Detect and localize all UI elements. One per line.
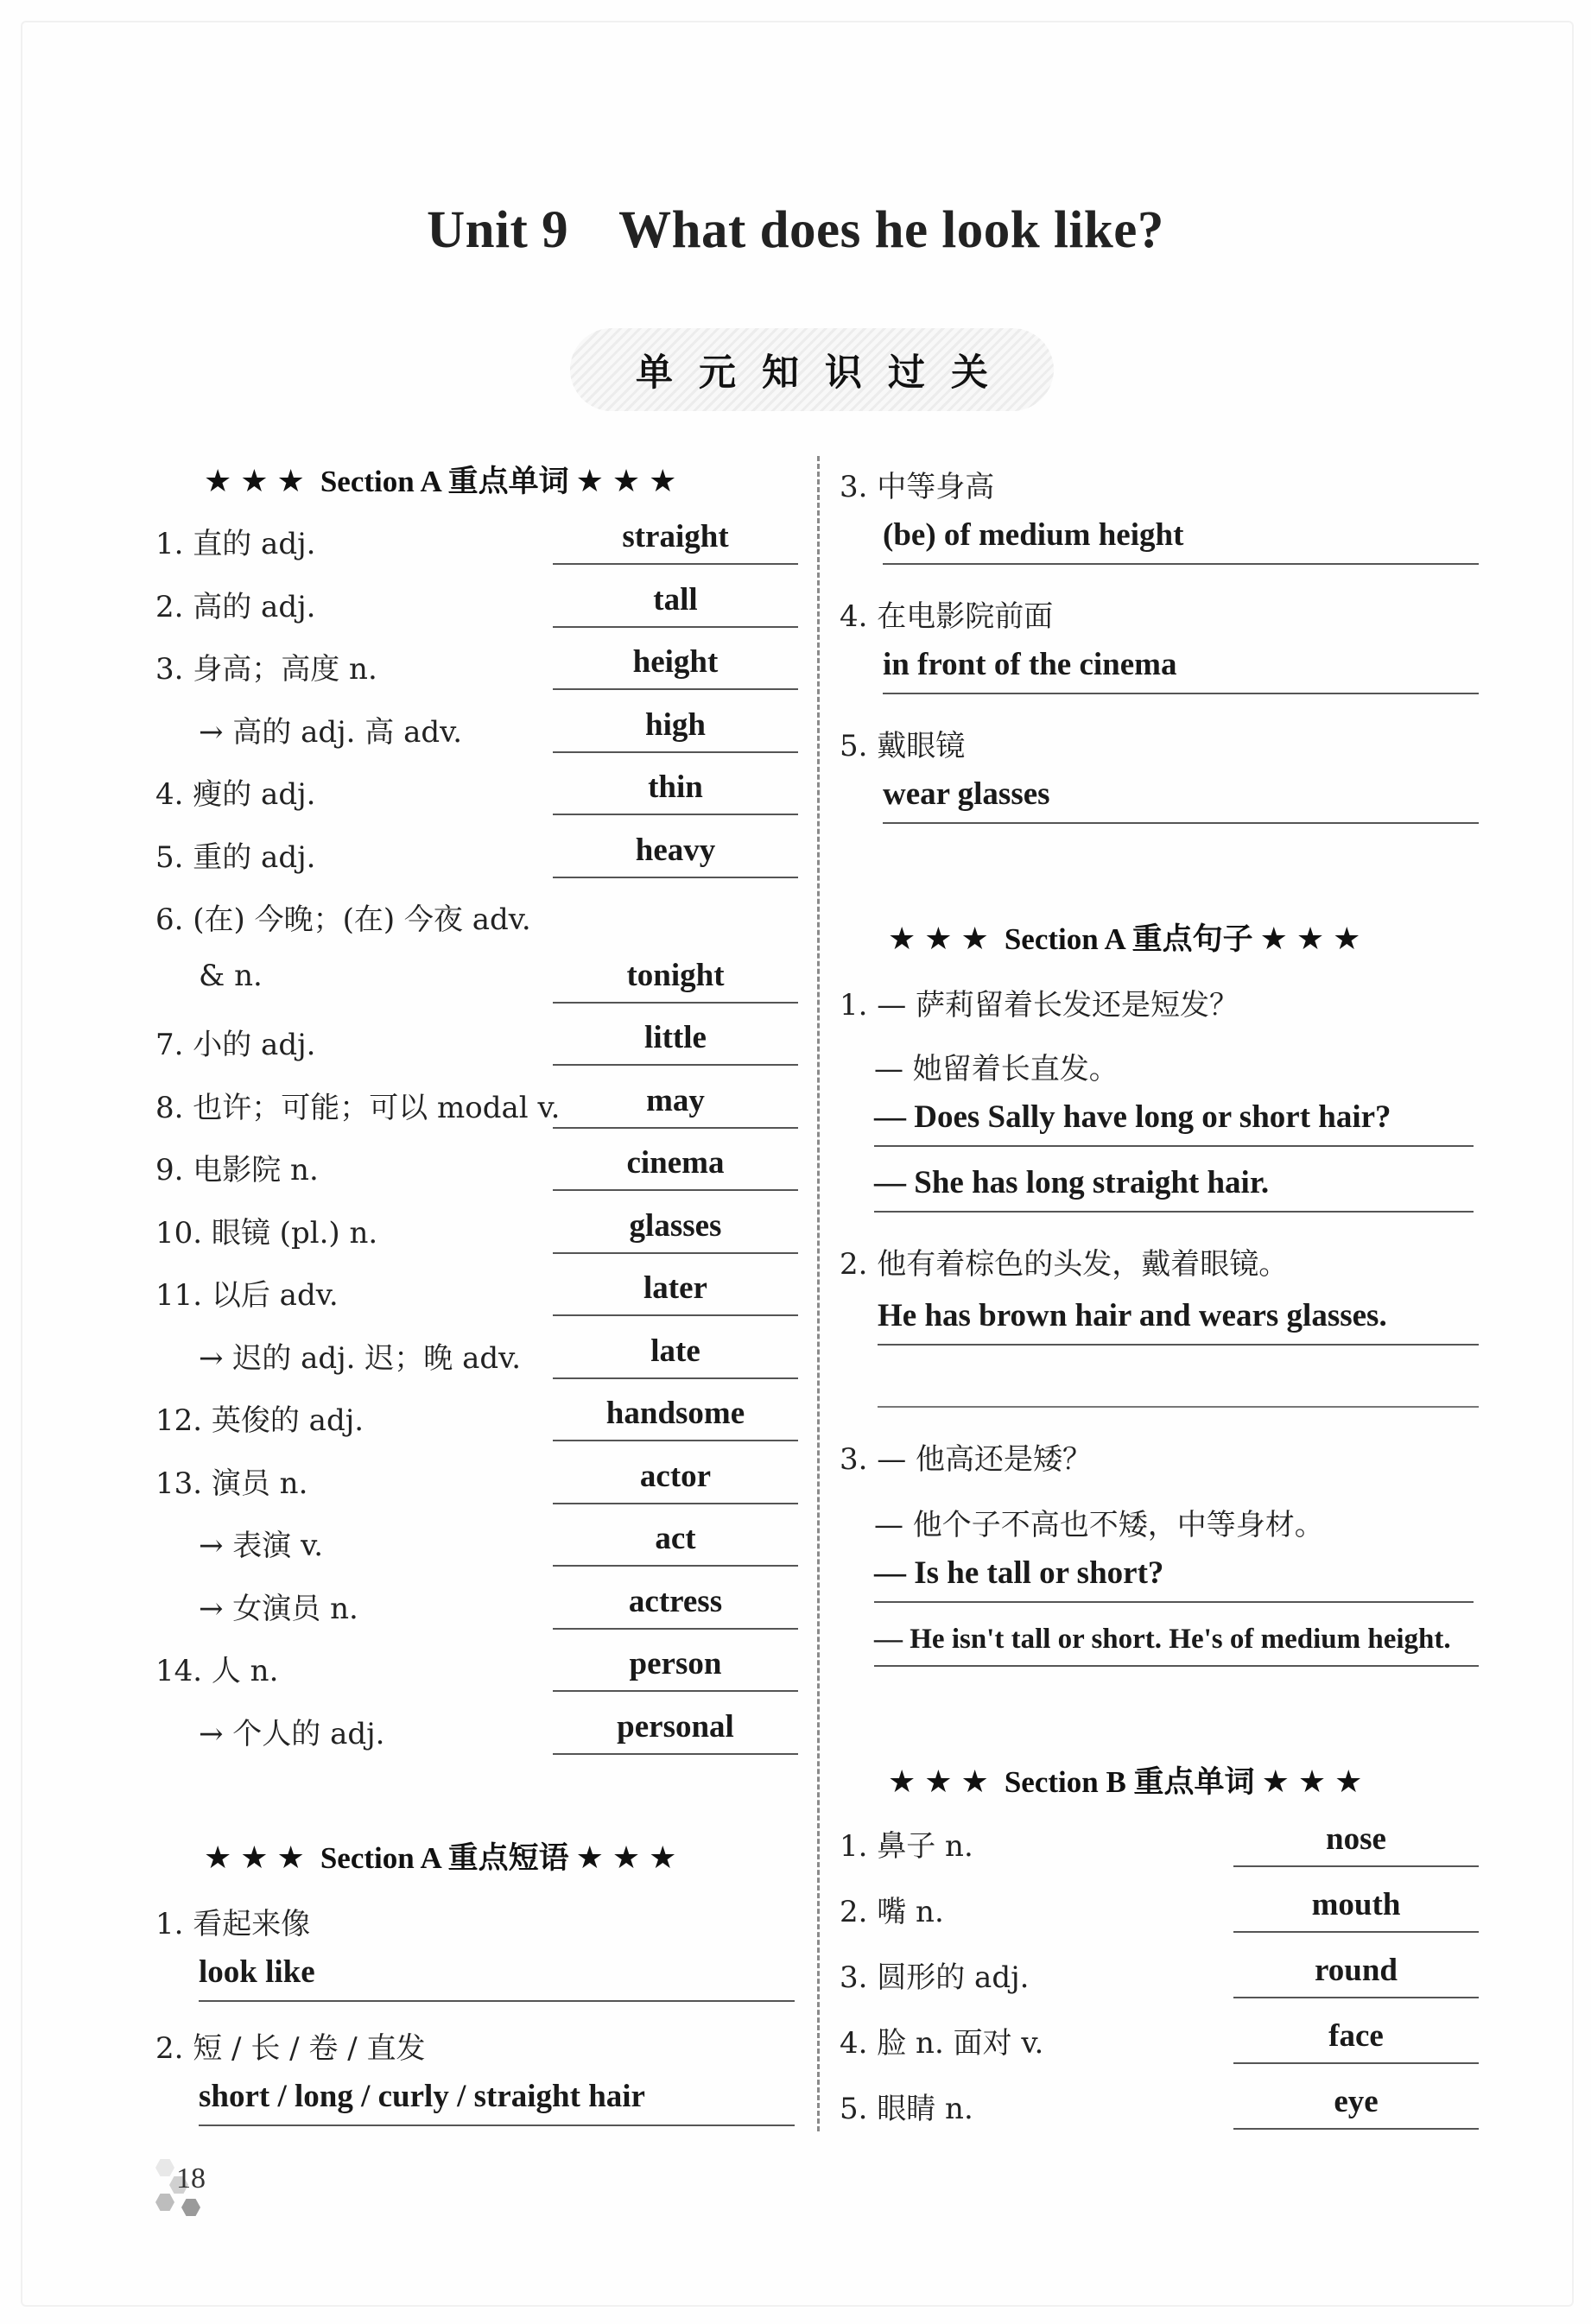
phrase-cn: 2. 短 / 长 / 卷 / 直发 xyxy=(155,2031,426,2066)
vocab-row xyxy=(199,1333,796,1383)
phrase-cn: 5. 戴眼镜 xyxy=(840,729,966,763)
vocab-chinese: 5. 眼睛 n. xyxy=(840,2092,973,2126)
stars-left: ★★★ xyxy=(204,464,314,499)
heading-label: Section A 重点句子 xyxy=(1004,922,1253,956)
vocab-row xyxy=(199,957,796,1007)
phrase-en: wear glasses xyxy=(883,776,1479,824)
vocab-answer: round xyxy=(1233,1952,1479,1998)
stars-left: ★★★ xyxy=(888,921,998,957)
sentence-cn: 1. — 萨莉留着长发还是短发？ xyxy=(840,988,1239,1023)
heading-a-words xyxy=(204,458,685,501)
vocab-answer: later xyxy=(553,1270,798,1316)
vocab-chinese: 7. 小的 adj. xyxy=(155,1028,316,1062)
heading-a-sentences xyxy=(888,915,1369,959)
vocab-row xyxy=(155,581,796,631)
vocab-row xyxy=(199,1520,796,1570)
vocab-answer: glasses xyxy=(553,1207,798,1254)
vocab-chinese: 14. 人 n. xyxy=(155,1654,279,1688)
vocab-row xyxy=(840,2017,1479,2068)
sentence-en: He has brown hair and wears glasses. xyxy=(878,1297,1479,1346)
stars-right: ★★★ xyxy=(1261,1764,1372,1800)
vocab-answer: actor xyxy=(553,1458,798,1504)
vocab-answer: thin xyxy=(553,769,798,815)
vocab-row xyxy=(155,769,796,819)
vocab-answer: act xyxy=(553,1520,798,1567)
vocab-answer: personal xyxy=(553,1708,798,1755)
vocab-chinese: 9. 电影院 n. xyxy=(155,1153,319,1187)
vocab-row xyxy=(199,706,796,757)
vocab-chinese: 3. 圆形的 adj. xyxy=(840,1960,1030,1995)
vocab-row xyxy=(199,1583,796,1633)
vocab-row xyxy=(840,1952,1479,2002)
vocab-row xyxy=(155,643,796,693)
heading-a-phrases xyxy=(204,1834,685,1878)
column-divider xyxy=(817,456,820,2131)
vocab-row xyxy=(155,1395,796,1445)
vocab-row xyxy=(840,1821,1479,1871)
vocab-row xyxy=(155,894,796,944)
sentence-en: — Is he tall or short? xyxy=(874,1555,1474,1603)
vocab-row xyxy=(155,1082,796,1132)
vocab-row xyxy=(840,2083,1479,2133)
vocab-chinese: 1. 鼻子 n. xyxy=(840,1829,973,1864)
phrase-cn: 3. 中等身高 xyxy=(840,470,995,504)
sentence-en: — He isn't tall or short. He's of medium height. xyxy=(874,1624,1479,1667)
vocab-answer: face xyxy=(1233,2017,1479,2064)
vocab-chinese: → 表演 v. xyxy=(199,1529,324,1563)
phrase-cn: 4. 在电影院前面 xyxy=(840,599,1054,634)
phrase-en: short / long / curly / straight hair xyxy=(199,2078,795,2126)
vocab-chinese: 13. 演员 n. xyxy=(155,1466,308,1501)
vocab-answer: late xyxy=(553,1333,798,1379)
vocab-answer: straight xyxy=(553,518,798,565)
vocab-row xyxy=(199,1708,796,1758)
vocab-chinese: 5. 重的 adj. xyxy=(155,840,316,875)
vocab-row xyxy=(155,832,796,882)
sentence-en: — She has long straight hair. xyxy=(874,1164,1474,1213)
vocab-chinese: 4. 瘦的 adj. xyxy=(155,777,316,812)
vocab-answer: cinema xyxy=(553,1144,798,1191)
vocab-chinese: 2. 嘴 n. xyxy=(840,1895,944,1929)
vocab-answer: high xyxy=(553,706,798,753)
vocab-chinese: 6. (在) 今晚；(在) 今夜 adv. xyxy=(155,902,531,937)
sentence-cn: — 他个子不高也不矮，中等身材。 xyxy=(874,1508,1324,1542)
vocab-answer: actress xyxy=(553,1583,798,1630)
stars-left: ★★★ xyxy=(888,1764,998,1800)
vocab-chinese: 8. 也许；可能；可以 modal v. xyxy=(155,1091,561,1125)
phrase-cn: 1. 看起来像 xyxy=(155,1907,311,1941)
vocab-answer: may xyxy=(553,1082,798,1129)
vocab-chinese: 2. 高的 adj. xyxy=(155,590,316,624)
stars-right: ★★★ xyxy=(1259,921,1370,957)
vocab-row xyxy=(155,1270,796,1320)
blank-answer-line xyxy=(878,1406,1479,1408)
vocab-chinese: 12. 英俊的 adj. xyxy=(155,1403,364,1438)
unit-title xyxy=(0,200,1591,261)
vocab-chinese: 1. 直的 adj. xyxy=(155,527,316,561)
section-banner xyxy=(570,328,1054,411)
vocab-answer: little xyxy=(553,1019,798,1066)
stars-left: ★★★ xyxy=(204,1840,314,1876)
sentence-en: — Does Sally have long or short hair? xyxy=(874,1099,1474,1147)
vocab-answer: tall xyxy=(553,581,798,628)
phrase-en: look like xyxy=(199,1954,795,2002)
vocab-chinese: 10. 眼镜 (pl.) n. xyxy=(155,1216,378,1251)
vocab-row xyxy=(155,1207,796,1257)
phrase-en: in front of the cinema xyxy=(883,646,1479,694)
page-number: 18 xyxy=(176,2163,206,2194)
vocab-answer: tonight xyxy=(553,957,798,1004)
heading-label: Section A 重点短语 xyxy=(320,1841,569,1875)
stars-right: ★★★ xyxy=(575,1840,686,1876)
heading-label: Section B 重点单词 xyxy=(1004,1765,1255,1799)
vocab-row xyxy=(840,1886,1479,1936)
unit-question: What does he look like? xyxy=(618,201,1164,259)
vocab-answer: height xyxy=(553,643,798,690)
vocab-answer: nose xyxy=(1233,1821,1479,1867)
vocab-chinese: → 女演员 n. xyxy=(199,1592,358,1626)
heading-label: Section A 重点单词 xyxy=(320,465,569,498)
sentence-cn: 2. 他有着棕色的头发，戴着眼镜。 xyxy=(840,1247,1289,1282)
vocab-chinese: 4. 脸 n. 面对 v. xyxy=(840,2026,1044,2061)
vocab-chinese: 11. 以后 adv. xyxy=(155,1278,339,1313)
vocab-row xyxy=(155,518,796,568)
vocab-answer: handsome xyxy=(553,1395,798,1441)
vocab-answer: heavy xyxy=(553,832,798,878)
vocab-chinese: 3. 身高；高度 n. xyxy=(155,652,377,687)
vocab-row xyxy=(155,1645,796,1695)
vocab-chinese: & n. xyxy=(199,959,263,993)
vocab-row xyxy=(155,1019,796,1069)
vocab-answer: mouth xyxy=(1233,1886,1479,1933)
sentence-cn: 3. — 他高还是矮？ xyxy=(840,1442,1093,1477)
vocab-chinese: → 迟的 adj. 迟；晚 adv. xyxy=(199,1341,522,1376)
vocab-chinese: → 高的 adj. 高 adv. xyxy=(199,715,463,750)
vocab-chinese: → 个人的 adj. xyxy=(199,1717,385,1751)
banner-title: 单元知识过关 xyxy=(636,351,1014,395)
heading-b-words xyxy=(888,1758,1371,1802)
stars-right: ★★★ xyxy=(575,464,686,499)
vocab-row xyxy=(155,1458,796,1508)
sentence-cn: — 她留着长直发。 xyxy=(874,1052,1119,1086)
phrase-en: (be) of medium height xyxy=(883,516,1479,565)
unit-number: Unit 9 xyxy=(427,201,569,259)
vocab-answer: person xyxy=(553,1645,798,1692)
vocab-row xyxy=(155,1144,796,1194)
vocab-answer: eye xyxy=(1233,2083,1479,2130)
